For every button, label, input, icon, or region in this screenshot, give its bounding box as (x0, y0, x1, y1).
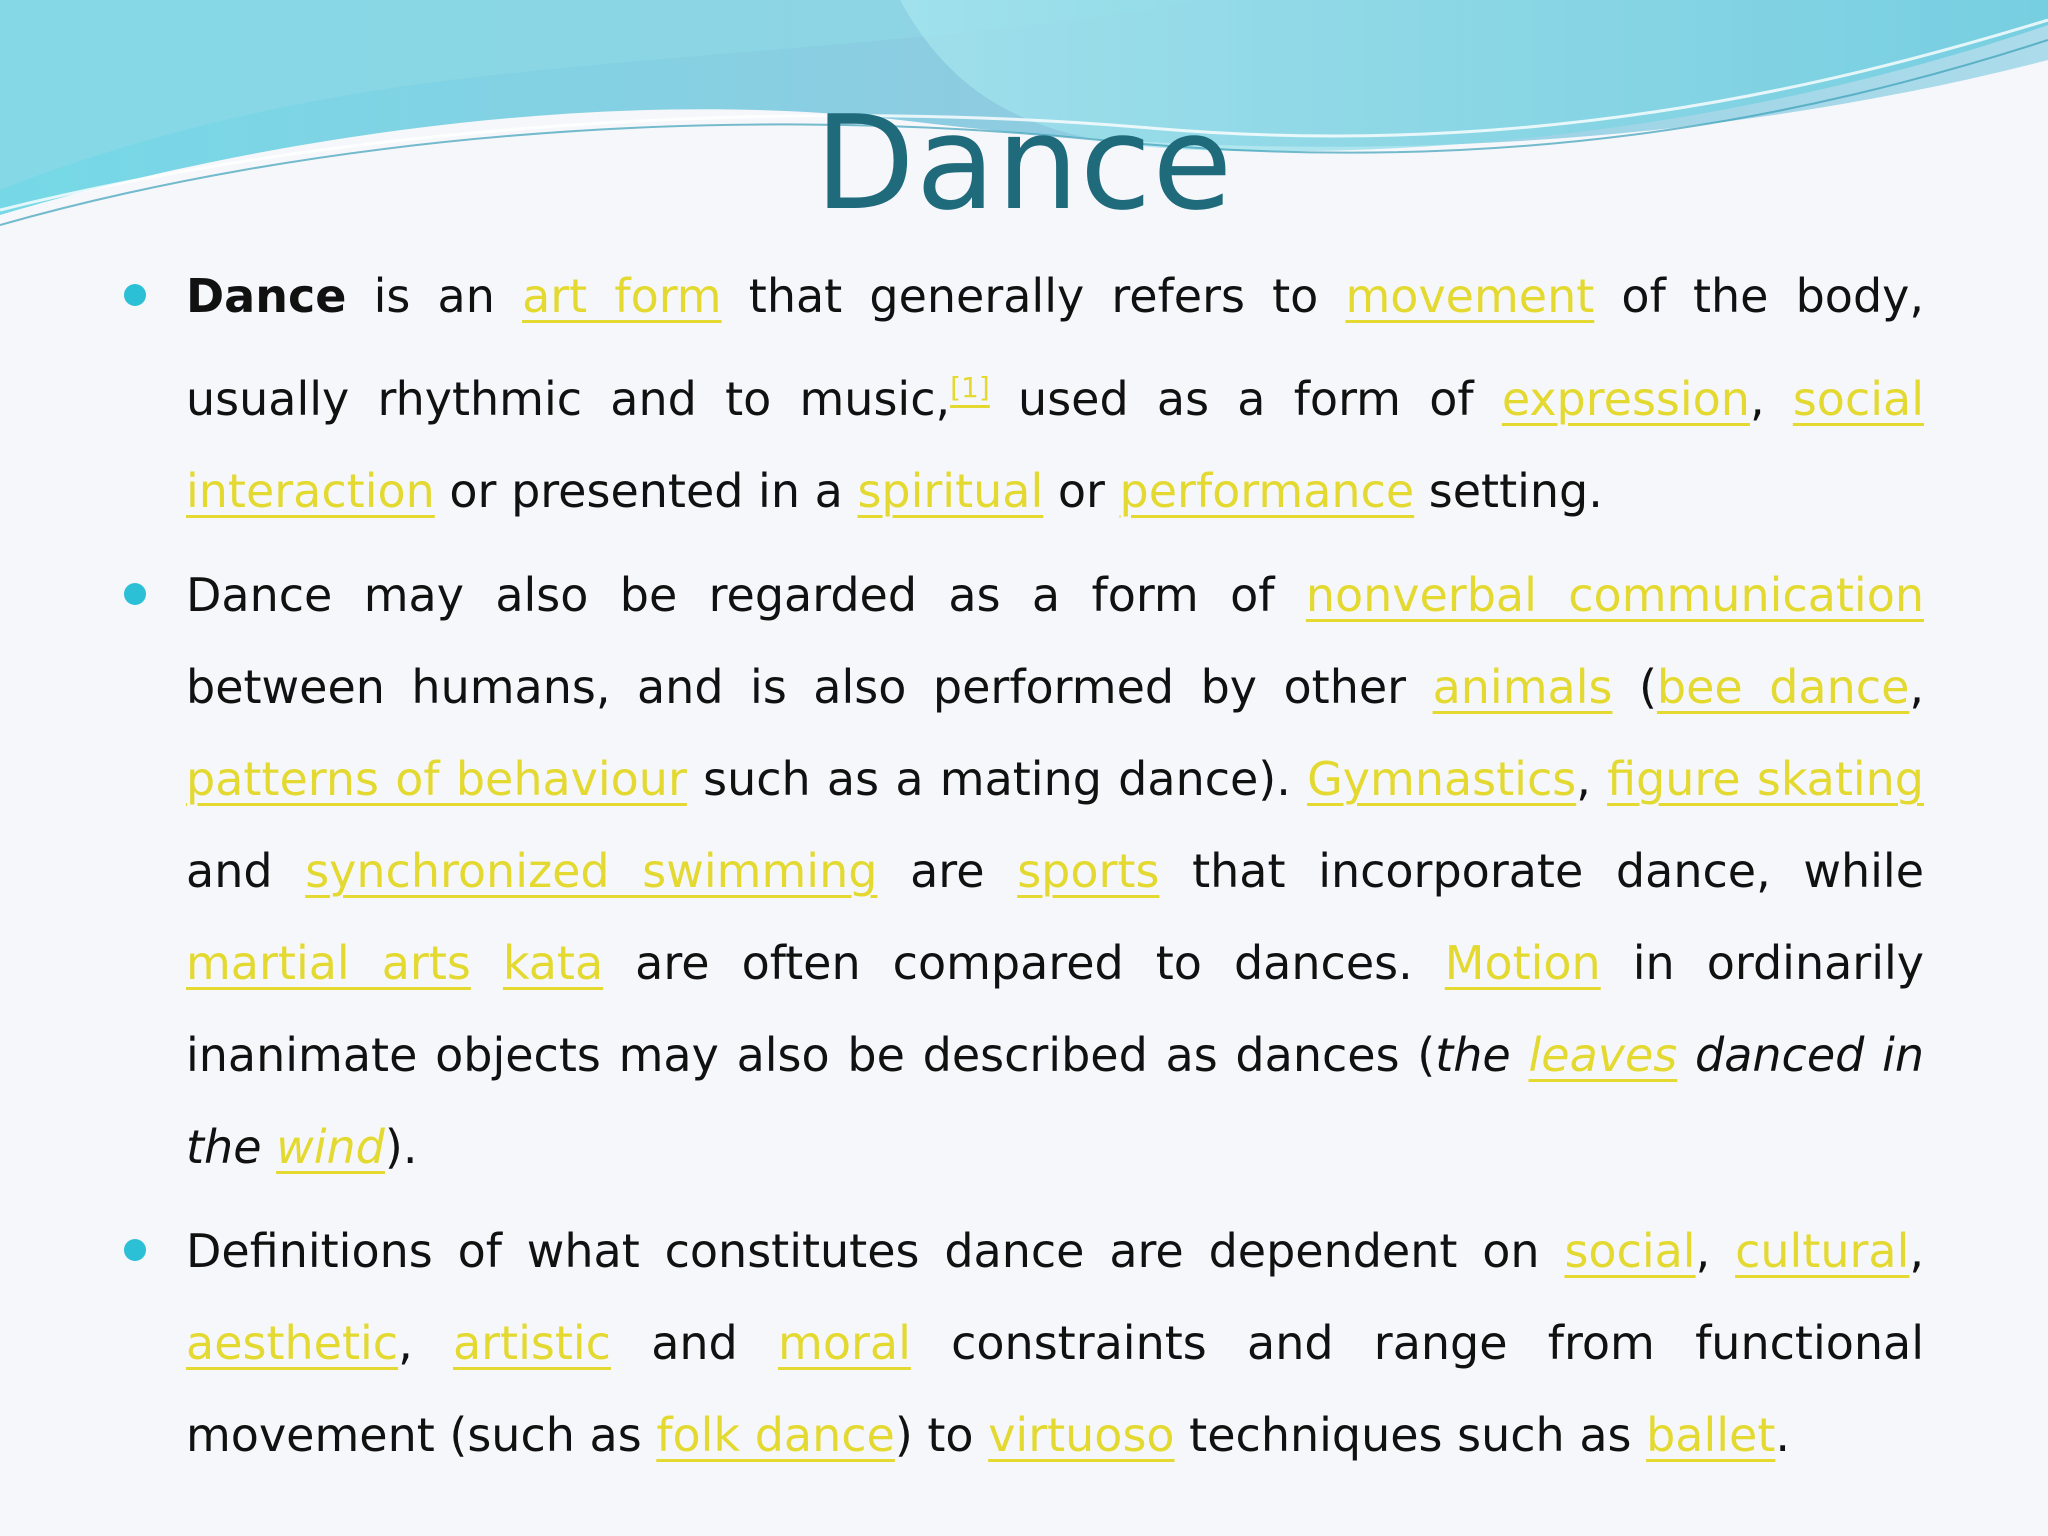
text: ( (1612, 660, 1657, 714)
text: ) to (894, 1408, 989, 1462)
link-spiritual[interactable]: spiritual (857, 464, 1044, 518)
text: of the body, usually rhythmic and to music, (186, 269, 1924, 426)
bullet-icon (124, 1239, 146, 1261)
text: in ordinarily inanimate objects may also be described as dances ( (186, 936, 1924, 1082)
text: between humans, and is also performed by other (186, 660, 1433, 714)
footnote-link[interactable]: [1] (950, 371, 990, 404)
link-virtuoso[interactable]: virtuoso (988, 1408, 1175, 1462)
link-gymnastics[interactable]: Gymnastics (1307, 752, 1577, 806)
link-leaves[interactable]: leaves (1528, 1028, 1678, 1082)
text: ). (384, 1120, 418, 1174)
text: Definitions of what constitutes dance are dependent on (186, 1224, 1565, 1278)
text: used as a form of (989, 372, 1502, 426)
link-animals[interactable]: animals (1432, 660, 1613, 714)
link-patterns-of-behaviour[interactable]: patterns of behaviour (186, 752, 687, 806)
link-social[interactable]: social (1564, 1224, 1696, 1278)
link-figure-skating[interactable]: figure skating (1607, 752, 1925, 806)
link-sports[interactable]: sports (1017, 844, 1160, 898)
text: is an (346, 269, 523, 323)
text: and (186, 844, 306, 898)
link-motion[interactable]: Motion (1444, 936, 1601, 990)
text: are (877, 844, 1018, 898)
bullet-item (124, 250, 1924, 537)
bullet-item (124, 549, 1924, 1193)
text: constraints and range from functional movement (such as (186, 1316, 1924, 1462)
text: , (1909, 1224, 1924, 1278)
bullet-list (124, 250, 1924, 1493)
text (471, 936, 503, 990)
text: , (1695, 1224, 1736, 1278)
link-kata[interactable]: kata (502, 936, 604, 990)
link-folk-dance[interactable]: folk dance (656, 1408, 895, 1462)
link-martial-arts[interactable]: martial arts (186, 936, 471, 990)
text: techniques such as (1174, 1408, 1647, 1462)
text: Dance may also be regarded as a form of (186, 568, 1306, 622)
text: , (1576, 752, 1608, 806)
text: are often compared to dances. (603, 936, 1445, 990)
text: and (610, 1316, 779, 1370)
link-bee-dance[interactable]: bee dance (1656, 660, 1910, 714)
link-art-form[interactable]: art form (522, 269, 722, 323)
link-wind[interactable]: wind (276, 1120, 385, 1174)
link-ballet[interactable]: ballet (1646, 1408, 1776, 1462)
bullet-item (124, 1205, 1924, 1481)
text: or presented in a (434, 464, 858, 518)
link-aesthetic[interactable]: aesthetic (186, 1316, 399, 1370)
link-performance[interactable]: performance (1119, 464, 1415, 518)
bold-term: Dance (186, 269, 347, 323)
text: that generally refers to (721, 269, 1346, 323)
link-moral[interactable]: moral (778, 1316, 911, 1370)
link-synchronized-swimming[interactable]: synchronized swimming (305, 844, 878, 898)
text: , (1909, 660, 1924, 714)
link-artistic[interactable]: artistic (452, 1316, 611, 1370)
link-expression[interactable]: expression (1501, 372, 1750, 426)
link-cultural[interactable]: cultural (1735, 1224, 1910, 1278)
link-movement[interactable]: movement (1345, 269, 1595, 323)
text: , (398, 1316, 453, 1370)
link-social-interaction[interactable]: social interaction (186, 372, 1924, 518)
link-nonverbal-communication[interactable]: nonverbal communication (1305, 568, 1924, 622)
bullet-icon (124, 583, 146, 605)
text: . (1775, 1408, 1791, 1462)
text: , (1749, 372, 1793, 426)
italic-text: the (1435, 1028, 1529, 1082)
bullet-icon (124, 284, 146, 306)
text: such as a mating dance). (686, 752, 1308, 806)
text: or (1043, 464, 1120, 518)
text: that incorporate dance, while (1159, 844, 1924, 898)
text: setting. (1414, 464, 1603, 518)
slide-title: Dance (814, 87, 1234, 239)
italic-text: danced in the (186, 1028, 1925, 1174)
